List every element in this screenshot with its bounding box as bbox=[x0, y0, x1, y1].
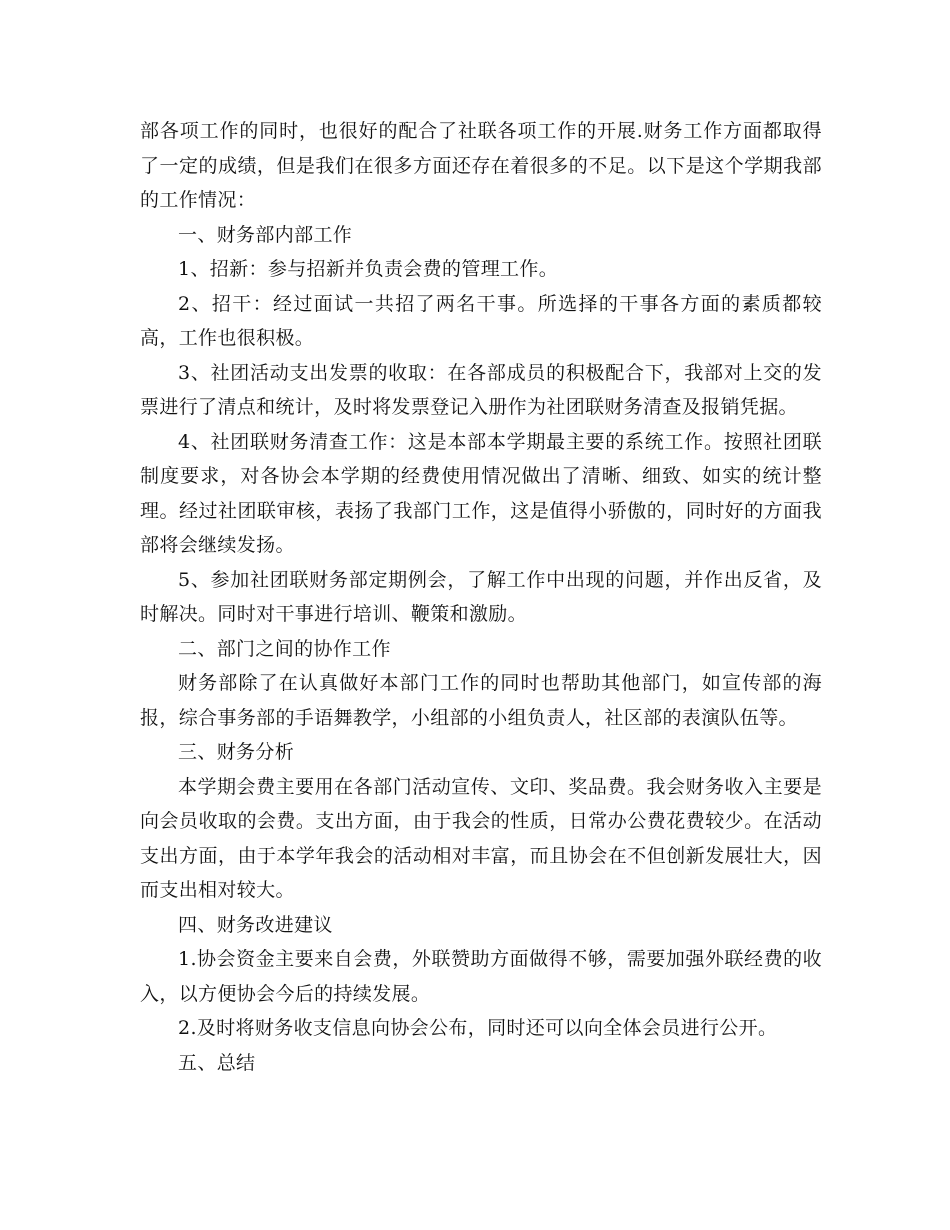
section-heading-cooperation: 二、部门之间的协作工作 bbox=[178, 637, 391, 660]
paragraph-financial-audit: 4、社团联财务清查工作：这是本部本学期最主要的系统工作。按照社团联制度要求，对各协会本学期的经费使用情况做出了清晰、细致、如实的统计整理。经过社团联审核，表扬了我部门工作，这是值得小骄傲的，同时好的方面我部将会继续发扬。 bbox=[140, 430, 822, 556]
paragraph-recruitment: 1、招新：参与招新并负责会费的管理工作。 bbox=[178, 258, 559, 280]
section-heading-financial-analysis: 三、财务分析 bbox=[178, 741, 295, 763]
paragraph-financial-analysis: 本学期会费主要用在各部门活动宣传、文印、奖品费。我会财务收入主要是向会员收取的会费。支出方面，由于我会的性质，日常办公费花费较少。在活动支出方面，由于本学年我会的活动相对丰富，而且协会在不但创新发展壮大，因而支出相对较大。 bbox=[140, 775, 822, 901]
section-heading-summary: 五、总结 bbox=[178, 1051, 256, 1074]
document-body bbox=[140, 114, 822, 1080]
section-heading-internal-work: 一、财务部内部工作 bbox=[178, 223, 353, 246]
paragraph-cooperation: 财务部除了在认真做好本部门工作的同时也帮助其他部门，如宣传部的海报，综合事务部的手语舞教学，小组部的小组负责人，社区部的表演队伍等。 bbox=[140, 672, 822, 729]
paragraph-staff-hiring: 2、招干：经过面试一共招了两名干事。所选择的干事各方面的素质都较高，工作也很积极。 bbox=[140, 292, 822, 349]
paragraph-improvement-1: 1.协会资金主要来自会费，外联赞助方面做得不够，需要加强外联经费的收入，以方便协会今后的持续发展。 bbox=[140, 948, 822, 1005]
paragraph-improvement-2: 2.及时将财务收支信息向协会公布，同时还可以向全体会员进行公开。 bbox=[178, 1017, 778, 1039]
paragraph-regular-meetings: 5、参加社团联财务部定期例会，了解工作中出现的问题，并作出反省，及时解决。同时对干事进行培训、鞭策和激励。 bbox=[140, 568, 822, 625]
paragraph-invoice-collection: 3、社团活动支出发票的收取：在各部成员的积极配合下，我部对上交的发票进行了清点和统计，及时将发票登记入册作为社团联财务清查及报销凭据。 bbox=[140, 361, 822, 418]
paragraph-intro: 部各项工作的同时，也很好的配合了社联各项工作的开展.财务工作方面都取得了一定的成绩，但是我们在很多方面还存在着很多的不足。以下是这个学期我部的工作情况： bbox=[140, 120, 822, 211]
section-heading-improvement: 四、财务改进建议 bbox=[178, 913, 333, 936]
